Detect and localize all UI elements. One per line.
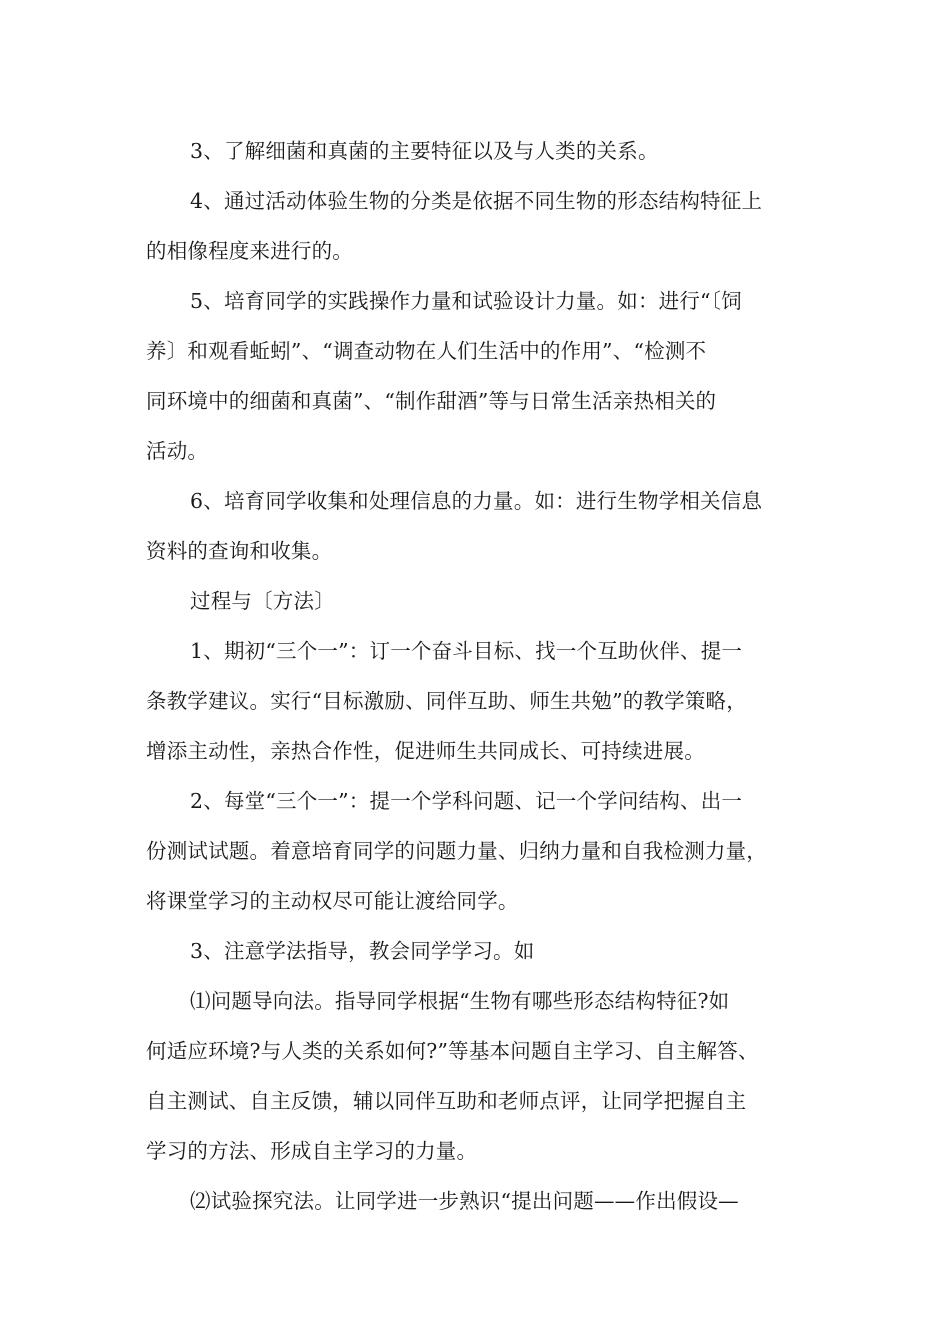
section-heading: 过程与〔方法〕 [190, 589, 335, 613]
text-line: 何适应环境?与人类的关系如何?”等基本问题自主学习、自主解答、 [146, 1039, 759, 1063]
text-line: 3、了解细菌和真菌的主要特征以及与人类的关系。 [190, 139, 659, 163]
text-line: 养〕和观看蚯蚓”、“调查动物在人们生活中的作用”、“检测不 [146, 339, 707, 363]
text-line: ⑵试验探究法。让同学进一步熟识“提出问题——作出假设— [190, 1189, 739, 1213]
text-line: 3、注意学法指导，教会同学学习。如 [190, 939, 535, 963]
text-line: 份测试试题。着意培育同学的问题力量、归纳力量和自我检测力量， [146, 839, 767, 863]
text-line: 6、培育同学收集和处理信息的力量。如：进行生物学相关信息 [190, 489, 763, 513]
text-line: 活动。 [146, 439, 209, 463]
text-line: 增添主动性，亲热合作性，促进师生共同成长、可持续进展。 [146, 739, 705, 763]
text-line: ⑴问题导向法。指导同学根据“生物有哪些形态结构特征?如 [190, 989, 730, 1013]
text-line: 同环境中的细菌和真菌”、“制作甜酒”等与日常生活亲热相关的 [146, 389, 717, 413]
text-line: 1、期初“三个一”：订一个奋斗目标、找一个互助伙伴、提一 [190, 639, 743, 663]
text-line: 2、每堂“三个一”：提一个学科问题、记一个学问结构、出一 [190, 789, 743, 813]
text-line: 资料的查询和收集。 [146, 539, 333, 563]
text-line: 学习的方法、形成自主学习的力量。 [146, 1139, 478, 1163]
text-line: 将课堂学习的主动权尽可能让渡给同学。 [146, 889, 519, 913]
text-line: 5、培育同学的实践操作力量和试验设计力量。如：进行“〔饲 [190, 289, 742, 313]
text-line: 自主测试、自主反馈，辅以同伴互助和老师点评，让同学把握自主 [146, 1089, 747, 1113]
text-line: 的相像程度来进行的。 [146, 239, 353, 263]
text-line: 条教学建议。实行“目标激励、同伴互助、师生共勉”的教学策略， [146, 689, 747, 713]
text-line: 4、通过活动体验生物的分类是依据不同生物的形态结构特征上 [190, 189, 763, 213]
